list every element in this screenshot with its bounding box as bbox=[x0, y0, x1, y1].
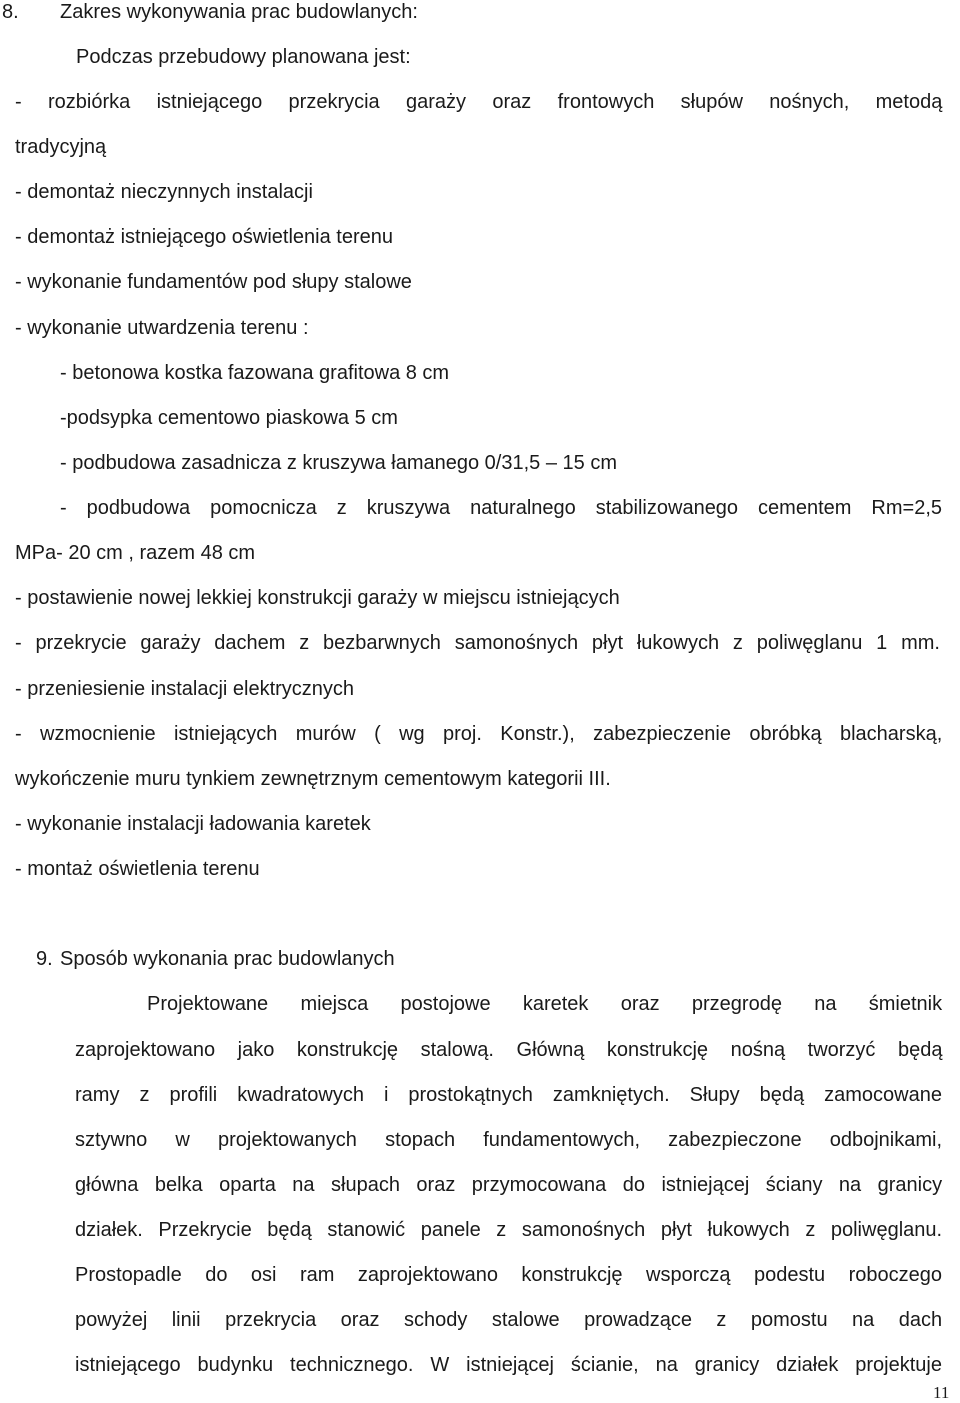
list-item: - podbudowa pomocnicza z kruszywa naturalnego stabilizowanego cementem Rm=2,5 bbox=[60, 497, 942, 519]
section-8-number: 8. bbox=[2, 1, 19, 23]
paragraph-line: Projektowane miejsca postojowe karetek oraz przegrodę na śmietnik bbox=[147, 993, 943, 1015]
list-item: - montaż oświetlenia terenu bbox=[15, 858, 260, 880]
list-item: - wykonanie utwardzenia terenu : bbox=[15, 317, 309, 339]
list-item: MPa- 20 cm , razem 48 cm bbox=[15, 542, 256, 564]
list-item: wykończenie muru tynkiem zewnętrznym cementowym kategorii III. bbox=[15, 768, 611, 790]
list-item: - demontaż istniejącego oświetlenia terenu bbox=[15, 226, 393, 248]
section-8-title: Zakres wykonywania prac budowlanych: bbox=[60, 1, 418, 23]
list-item: - rozbiórka istniejącego przekrycia garaży oraz frontowych słupów nośnych, metodą bbox=[15, 91, 943, 113]
list-item: - przekrycie garaży dachem z bezbarwnych samonośnych płyt łukowych z poliwęglanu 1 mm. bbox=[15, 632, 940, 654]
list-item: - wykonanie instalacji ładowania karetek bbox=[15, 813, 371, 835]
list-item: - postawienie nowej lekkiej konstrukcji garaży w miejscu istniejących bbox=[15, 587, 620, 609]
list-item: tradycyjną bbox=[15, 136, 107, 158]
list-item: - betonowa kostka fazowana grafitowa 8 cm bbox=[60, 362, 450, 384]
paragraph-line: powyżej linii przekrycia oraz schody stalowe prowadzące z pomostu na dach bbox=[75, 1309, 943, 1331]
page-number: 11 bbox=[933, 1383, 950, 1402]
list-item: - wzmocnienie istniejących murów ( wg proj. Konstr.), zabezpieczenie obróbką blacharską, bbox=[15, 723, 943, 745]
paragraph-line: ramy z profili kwadratowych i prostokątnych zamkniętych. Słupy będą zamocowane bbox=[75, 1084, 942, 1106]
section-8-intro: Podczas przebudowy planowana jest: bbox=[76, 46, 411, 68]
list-item: - wykonanie fundamentów pod słupy stalowe bbox=[15, 271, 412, 293]
list-item: - przeniesienie instalacji elektrycznych bbox=[15, 678, 355, 700]
paragraph-line: działek. Przekrycie będą stanowić panele z samonośnych płyt łukowych z poliwęglanu. bbox=[75, 1219, 943, 1241]
list-item: -podsypka cementowo piaskowa 5 cm bbox=[60, 407, 398, 429]
list-item: - podbudowa zasadnicza z kruszywa łamanego 0/31,5 – 15 cm bbox=[60, 452, 617, 474]
paragraph-line: Prostopadle do osi ram zaprojektowano konstrukcję wsporczą podestu roboczego bbox=[75, 1264, 942, 1286]
paragraph-line: istniejącego budynku technicznego. W istniejącej ścianie, na granicy działek projektuje bbox=[75, 1354, 942, 1376]
paragraph-line: zaprojektowano jako konstrukcję stalową. Główną konstrukcję nośną tworzyć będą bbox=[75, 1039, 943, 1061]
section-9-title: Sposób wykonania prac budowlanych bbox=[60, 948, 395, 970]
section-9-number: 9. bbox=[36, 948, 53, 970]
paragraph-line: główna belka oparta na słupach oraz przymocowana do istniejącej ściany na granicy bbox=[75, 1174, 943, 1196]
paragraph-line: sztywno w projektowanych stopach fundamentowych, zabezpieczone odbojnikami, bbox=[75, 1129, 942, 1151]
list-item: - demontaż nieczynnych instalacji bbox=[15, 181, 313, 203]
